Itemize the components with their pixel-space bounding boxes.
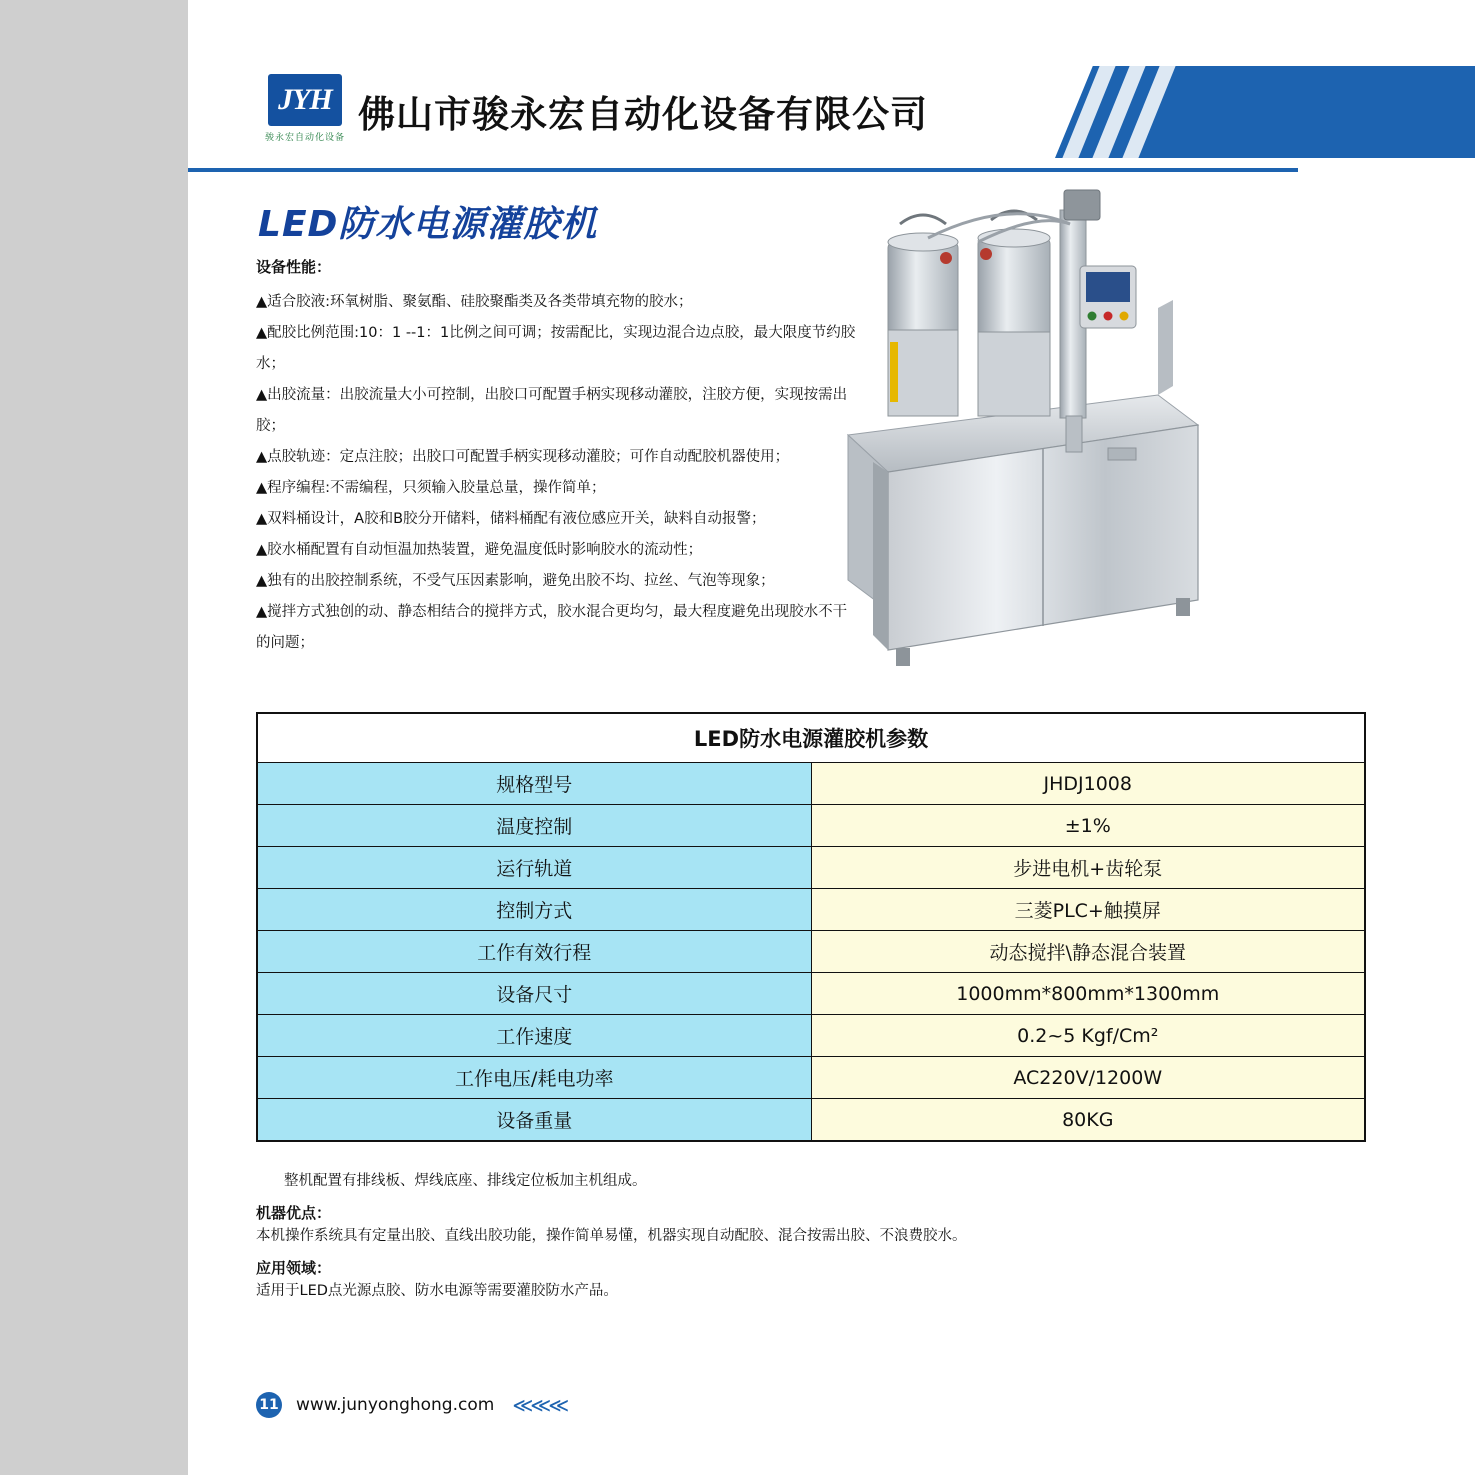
table-row: [257, 763, 1365, 805]
header-divider: [188, 168, 1298, 172]
spec-item: ▲配胶比例范围:10：1 --1：1比例之间可调；按需配比，实现边混合边点胶，最大限度节约胶水；: [256, 325, 856, 372]
table-cell-value: 三菱PLC+触摸屏: [811, 889, 1365, 931]
table-cell-key: 设备尺寸: [257, 973, 811, 1015]
table-row: [257, 973, 1365, 1015]
table-row: [257, 1015, 1365, 1057]
company-logo: [258, 74, 352, 154]
table-cell-value: 80KG: [811, 1099, 1365, 1142]
table-row: [257, 1057, 1365, 1099]
spec-item: ▲点胶轨迹：定点注胶；出胶口可配置手柄实现移动灌胶；可作自动配胶机器使用；: [256, 449, 790, 465]
logo-mark: JYH: [268, 74, 342, 126]
application-heading: 应用领域：: [256, 1259, 332, 1277]
table-row: [257, 847, 1365, 889]
table-cell-value: JHDJ1008: [811, 763, 1365, 805]
spec-item: ▲胶水桶配置有自动恒温加热装置，避免温度低时影响胶水的流动性；: [256, 542, 703, 558]
table-cell-value: 步进电机+齿轮泵: [811, 847, 1365, 889]
intro-text: 整机配置有排线板、焊线底座、排线定位板加主机组成。: [284, 1173, 647, 1189]
table-cell-key: 运行轨道: [257, 847, 811, 889]
table-title-row: [257, 713, 1365, 763]
table-cell-key: 工作速度: [257, 1015, 811, 1057]
parameter-table-body: [257, 713, 1365, 1141]
spec-heading: 设备性能：: [256, 258, 332, 276]
left-margin-strip: [0, 0, 188, 1475]
table-cell-value: 1000mm*800mm*1300mm: [811, 973, 1365, 1015]
advantages-text: 本机操作系统具有定量出胶、直线出胶功能，操作简单易懂，机器实现自动配胶、混合按需出胶、不浪费胶水。: [256, 1228, 967, 1244]
company-name: 佛山市骏永宏自动化设备有限公司: [358, 93, 928, 136]
page-number-badge: 11: [256, 1392, 282, 1418]
table-row: [257, 889, 1365, 931]
page-title: LED防水电源灌胶机: [258, 204, 598, 245]
specifications-block: [256, 256, 856, 659]
table-cell-key: 工作有效行程: [257, 931, 811, 973]
page-footer: [256, 1390, 566, 1420]
table-cell-value: 0.2~5 Kgf/Cm²: [811, 1015, 1365, 1057]
table-cell-key: 工作电压/耗电功率: [257, 1057, 811, 1099]
table-row: [257, 1099, 1365, 1142]
table-row: [257, 931, 1365, 973]
spec-item: ▲双料桶设计，A胶和B胶分开储料，储料桶配有液位感应开关，缺料自动报警；: [256, 511, 766, 527]
product-photo: [828, 180, 1228, 680]
spec-item: ▲适合胶液:环氧树脂、聚氨酯、硅胶聚酯类及各类带填充物的胶水；: [256, 294, 693, 310]
table-cell-key: 控制方式: [257, 889, 811, 931]
description-block: [256, 1168, 1366, 1304]
spec-item: ▲程序编程:不需编程，只须输入胶量总量，操作简单；: [256, 480, 606, 496]
application-text: 适用于LED点光源点胶、防水电源等需要灌胶防水产品。: [256, 1283, 618, 1299]
table-cell-value: ±1%: [811, 805, 1365, 847]
parameter-table: [256, 712, 1366, 1142]
table-title: LED防水电源灌胶机参数: [257, 713, 1365, 763]
chevrons-decoration: ≪≪≪: [512, 1393, 567, 1417]
table-cell-key: 温度控制: [257, 805, 811, 847]
spec-item: ▲出胶流量：出胶流量大小可控制，出胶口可配置手柄实现移动灌胶，注胶方便，实现按需出胶；: [256, 387, 848, 434]
table-row: [257, 805, 1365, 847]
spec-item: ▲独有的出胶控制系统，不受气压因素影响，避免出胶不均、拉丝、气泡等现象；: [256, 573, 775, 589]
table-cell-key: 规格型号: [257, 763, 811, 805]
logo-subtitle: 骏永宏自动化设备: [264, 132, 345, 142]
spec-item: ▲搅拌方式独创的动、静态相结合的搅拌方式，胶水混合更均匀，最大程度避免出现胶水不干的问题；: [256, 604, 848, 651]
table-cell-value: 动态搅拌\静态混合装置: [811, 931, 1365, 973]
header-blue-banner: [1055, 66, 1475, 158]
table-cell-value: AC220V/1200W: [811, 1057, 1365, 1099]
table-cell-key: 设备重量: [257, 1099, 811, 1142]
page-content: [188, 0, 1475, 1475]
page-header: [188, 58, 1475, 168]
website-url[interactable]: www.junyonghong.com: [296, 1395, 495, 1415]
advantages-heading: 机器优点：: [256, 1204, 332, 1222]
